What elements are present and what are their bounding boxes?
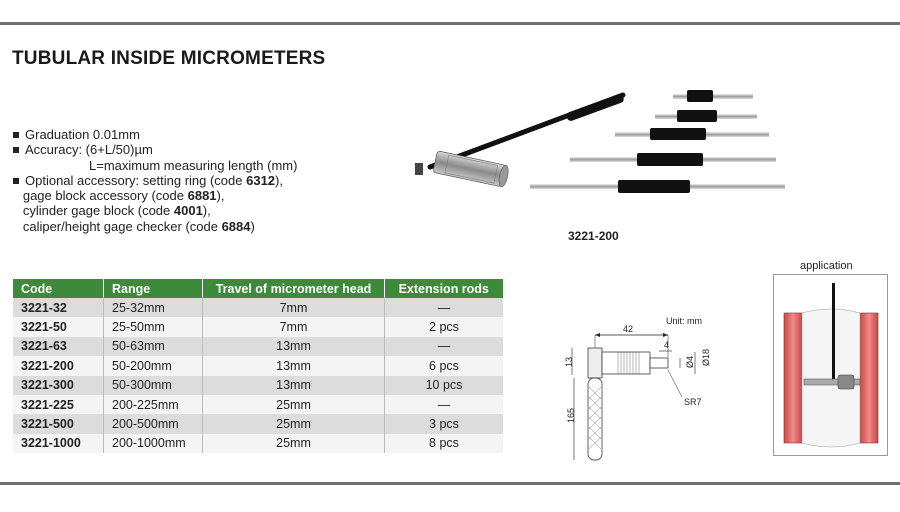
cell-rods: — <box>385 395 504 414</box>
dim-length-label: 42 <box>623 324 634 334</box>
gage-block-text: gage block accessory (code <box>22 188 188 204</box>
cell-code: 3221-500 <box>13 414 104 433</box>
dim-radius-label: SR7 <box>684 397 702 407</box>
accessory-close: ), <box>202 203 211 219</box>
cell-travel: 13mm <box>203 337 385 356</box>
cell-travel: 13mm <box>203 376 385 395</box>
feature-accessory-line <box>12 219 297 234</box>
column-header-range: Range <box>104 279 203 298</box>
cell-range: 50-63mm <box>104 337 203 356</box>
page-title: TUBULAR INSIDE MICROMETERS <box>12 48 326 69</box>
knurl-cap <box>588 348 602 378</box>
dim-height-label: 13 <box>564 356 574 367</box>
accuracy-note-text: L=maximum measuring length (mm) <box>89 157 298 173</box>
dimension-drawing <box>560 315 720 465</box>
application-illustration <box>774 275 887 455</box>
dim-d4-label: Ø4 <box>685 355 695 368</box>
table-row <box>13 356 503 375</box>
accessory-close: ), <box>216 188 225 204</box>
arrow-icon <box>595 333 600 337</box>
cell-rods: 3 pcs <box>385 414 504 433</box>
anvil <box>650 358 668 368</box>
feature-list <box>12 127 297 234</box>
cell-rods: — <box>385 298 504 317</box>
column-header-rods: Extension rods <box>385 279 504 298</box>
column-header-travel: Travel of micrometer head <box>203 279 385 298</box>
cell-code: 3221-200 <box>13 356 104 375</box>
top-divider <box>0 22 900 25</box>
feature-graduation <box>12 127 297 142</box>
accessory-code: 4001 <box>173 203 203 219</box>
cylinder-wall-left <box>784 313 802 443</box>
accessory-close: ) <box>250 218 255 234</box>
unit-label: Unit: mm <box>666 316 702 326</box>
cell-range: 200-225mm <box>104 395 203 414</box>
column-header-code: Code <box>13 279 104 298</box>
cylinder-wall-right <box>860 313 878 443</box>
cell-travel: 7mm <box>203 317 385 336</box>
accessory-code: 6312 <box>246 172 276 188</box>
table-row <box>13 376 503 395</box>
graduation-text: Graduation 0.01mm <box>25 127 140 142</box>
cell-travel: 25mm <box>203 434 385 453</box>
table-row <box>13 395 503 414</box>
cell-rods: 2 pcs <box>385 317 504 336</box>
feature-accuracy <box>12 142 297 157</box>
feature-accessory-line <box>12 188 297 203</box>
table-row <box>13 317 503 336</box>
feature-accuracy-note <box>12 158 297 173</box>
application-label: application <box>800 260 853 272</box>
dim-d18-label: Ø18 <box>701 348 711 366</box>
cell-rods: — <box>385 337 504 356</box>
cell-code: 3221-225 <box>13 395 104 414</box>
feature-accessory-line <box>12 203 297 218</box>
table-row <box>13 434 503 453</box>
cell-range: 50-200mm <box>104 356 203 375</box>
accessory-intro-text: Optional accessory: setting ring (code <box>25 172 247 188</box>
extension-handle <box>832 283 835 379</box>
accessory-close: ), <box>275 172 283 188</box>
spec-table <box>13 279 504 453</box>
cell-range: 200-500mm <box>104 414 203 433</box>
cell-range: 25-50mm <box>104 317 203 336</box>
thimble <box>602 352 650 374</box>
cell-rods: 10 pcs <box>385 376 504 395</box>
table-row <box>13 298 503 317</box>
cell-rods: 8 pcs <box>385 434 504 453</box>
accuracy-text: Accuracy: (6+L/50)µm <box>25 142 153 158</box>
cylinder-text: cylinder gage block (code <box>22 203 174 219</box>
cell-code: 3221-1000 <box>13 434 104 453</box>
cell-rods: 6 pcs <box>385 356 504 375</box>
feature-accessory <box>12 173 297 188</box>
cell-travel: 13mm <box>203 356 385 375</box>
cell-range: 25-32mm <box>104 298 203 317</box>
cell-code: 3221-50 <box>13 317 104 336</box>
photo-caption: 3221-200 <box>568 229 619 243</box>
cell-range: 50-300mm <box>104 376 203 395</box>
product-photo <box>405 85 795 225</box>
accessory-code: 6884 <box>221 218 251 234</box>
dim-handle-label: 165 <box>566 407 576 423</box>
application-image <box>773 274 888 456</box>
accessory-code: 6881 <box>187 188 217 204</box>
bottom-divider <box>0 482 900 485</box>
cell-code: 3221-63 <box>13 337 104 356</box>
cell-code: 3221-32 <box>13 298 104 317</box>
cell-code: 3221-300 <box>13 376 104 395</box>
cell-travel: 7mm <box>203 298 385 317</box>
cell-range: 200-1000mm <box>104 434 203 453</box>
table-row <box>13 414 503 433</box>
arrow-icon <box>663 333 668 337</box>
cell-travel: 25mm <box>203 414 385 433</box>
table-row <box>13 337 503 356</box>
dim-tip-label: 4 <box>664 340 670 350</box>
cell-travel: 25mm <box>203 395 385 414</box>
table-header-row <box>13 279 503 298</box>
caliper-text: caliper/height gage checker (code <box>22 218 222 234</box>
